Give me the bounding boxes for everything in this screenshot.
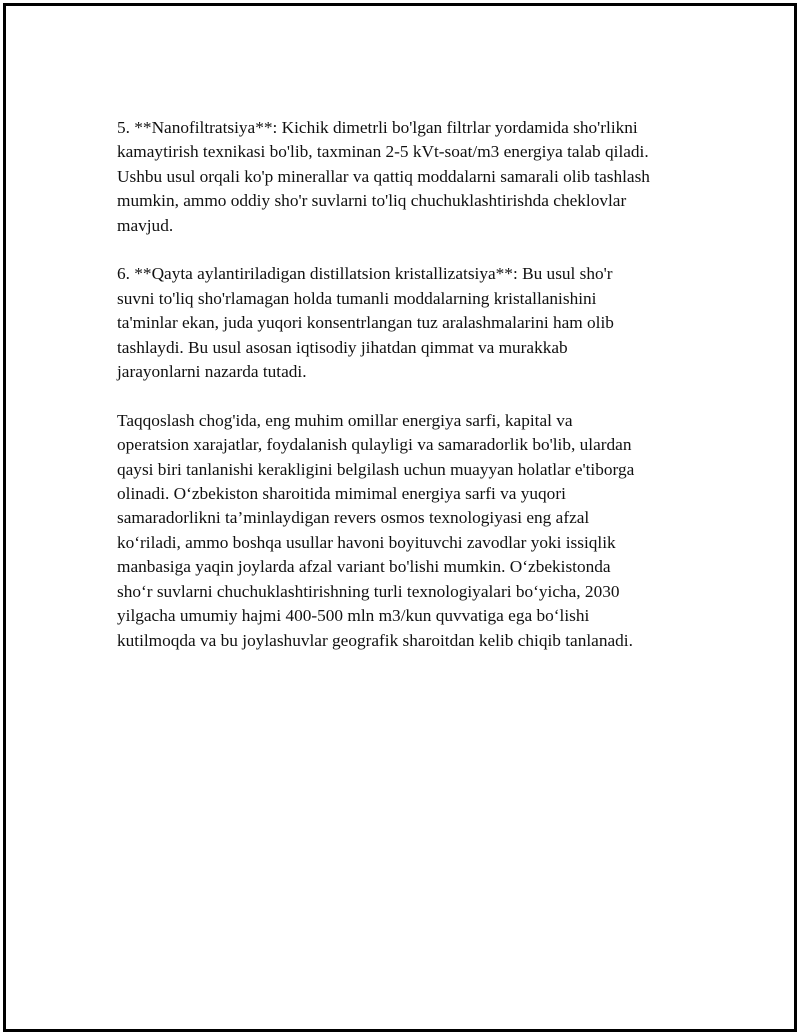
text-line: sho‘r suvlarni chuchuklashtirishning turli texnologiyalari bo‘yicha, 2030: [117, 581, 620, 601]
text-line: kamaytirish texnikasi bo'lib, taxminan 2-5 kVt-soat/m3 energiya talab qiladi.: [117, 142, 649, 162]
text-line: mavjud.: [117, 215, 174, 235]
text-line: yilgacha umumiy hajmi 400-500 mln m3/kun quvvatiga ega bo‘lishi: [117, 606, 590, 626]
text-line: ko‘riladi, ammo boshqa usullar havoni boyituvchi zavodlar yoki issiqlik: [117, 532, 616, 552]
text-line: tashlaydi. Bu usul asosan iqtisodiy jihatdan qimmat va murakkab: [117, 337, 568, 357]
text-line: olinadi. O‘zbekiston sharoitida mimimal energiya sarfi va yuqori: [117, 484, 566, 504]
paragraph-comparison: [117, 409, 697, 653]
document-body: [117, 116, 697, 677]
text-line: qaysi biri tanlanishi kerakligini belgilash uchun muayyan holatlar e'tiborga: [117, 459, 635, 479]
text-line: kutilmoqda va bu joylashuvlar geografik sharoitdan kelib chiqib tanlanadi.: [117, 630, 633, 650]
text-line: manbasiga yaqin joylarda afzal variant bo'lishi mumkin. O‘zbekistonda: [117, 557, 611, 577]
text-line: jarayonlarni nazarda tutadi.: [117, 362, 307, 382]
text-line: 5. **Nanofiltratsiya**: Kichik dimetrli bo'lgan filtrlar yordamida sho'rlikni: [117, 118, 638, 137]
text-line: mumkin, ammo oddiy sho'r suvlarni to'liq chuchuklashtirishda cheklovlar: [117, 191, 627, 211]
text-line: ta'minlar ekan, juda yuqori konsentrlangan tuz aralashmalarini ham olib: [117, 313, 614, 333]
paragraph-nanofiltration: [117, 116, 697, 238]
text-line: 6. **Qayta aylantiriladigan distillatsion kristallizatsiya**: Bu usul sho'r: [117, 264, 613, 284]
text-line: Taqqoslash chog'ida, eng muhim omillar energiya sarfi, kapital va: [117, 410, 573, 430]
text-line: Ushbu usul orqali ko'p minerallar va qattiq moddalarni samarali olib tashlash: [117, 166, 650, 186]
paragraph-distillation-crystallization: [117, 262, 697, 384]
text-line: samaradorlikni ta’minlaydigan revers osmos texnologiyasi eng afzal: [117, 508, 590, 528]
text-line: operatsion xarajatlar, foydalanish qulayligi va samaradorlik bo'lib, ulardan: [117, 435, 632, 455]
text-line: suvni to'liq sho'rlamagan holda tumanli moddalarning kristallanishini: [117, 288, 597, 308]
